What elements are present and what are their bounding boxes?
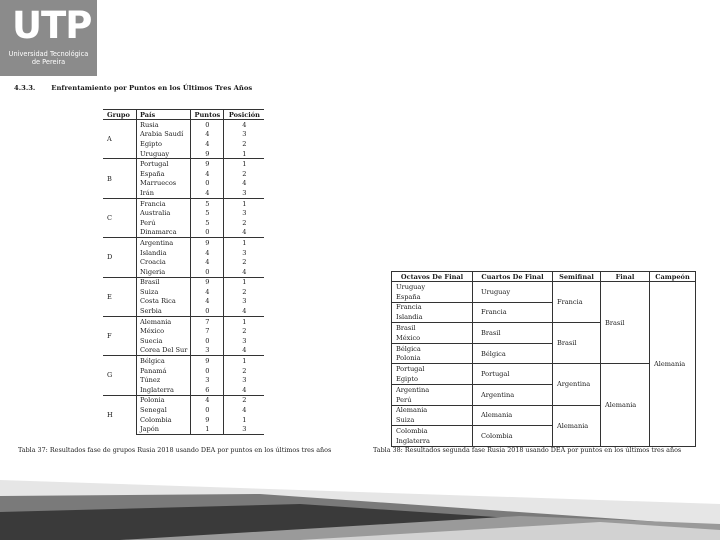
position-cell: 3 xyxy=(242,376,247,385)
group-label: A xyxy=(103,120,137,159)
position-cell: 2 xyxy=(242,287,247,296)
points-cell: 4 xyxy=(191,139,224,149)
header-champion: Campeón xyxy=(650,272,696,282)
country-cell: Perú xyxy=(137,218,191,228)
position-cell: 1 xyxy=(224,159,265,169)
group-row xyxy=(103,238,264,248)
country-cell: Australia xyxy=(137,208,191,218)
points-cell: 9 xyxy=(191,149,224,159)
country-cell: Suecia xyxy=(137,336,191,346)
final-cell: Alemania xyxy=(601,364,650,446)
position-cell: 3 xyxy=(242,248,247,257)
points-cell: 3 xyxy=(191,375,224,385)
round16-cell: Islandia xyxy=(392,312,473,322)
points-cell: 6 xyxy=(191,385,224,395)
points-cell: 4 xyxy=(191,188,224,198)
points-cell: 0 xyxy=(191,228,224,238)
university-logo xyxy=(0,0,97,76)
header-semifinal: Semifinal xyxy=(553,272,601,282)
header-position: Posición xyxy=(224,110,265,120)
header-final: Final xyxy=(601,272,650,282)
points-cell: 4 xyxy=(191,130,224,140)
group-row xyxy=(103,395,264,405)
country-cell: Bélgica xyxy=(137,356,191,366)
points-cell: 9 xyxy=(191,238,224,248)
semifinal-cell: Argentina xyxy=(553,364,601,405)
points-cell: 7 xyxy=(191,326,224,336)
round16-cell: Polonia xyxy=(392,354,473,364)
group-row xyxy=(103,277,264,287)
position-cell: 1 xyxy=(224,316,265,326)
position-cell: 1 xyxy=(224,277,265,287)
points-cell: 0 xyxy=(191,179,224,189)
country-cell: Túnez xyxy=(137,375,191,385)
quarter-cell: Colombia xyxy=(473,426,553,447)
group-label: D xyxy=(103,238,137,277)
header-points: Puntos xyxy=(191,110,224,120)
position-cell: 4 xyxy=(242,228,247,237)
semifinal-cell: Alemania xyxy=(553,405,601,446)
points-cell: 4 xyxy=(191,297,224,307)
quarter-cell: Alemania xyxy=(473,405,553,426)
round16-cell: Portugal xyxy=(392,364,473,374)
position-cell: 2 xyxy=(224,395,265,405)
final-cell: Brasil xyxy=(601,282,650,364)
points-cell: 4 xyxy=(191,287,224,297)
country-cell: Rusia xyxy=(137,120,191,130)
country-cell: Francia xyxy=(137,198,191,208)
country-cell: Croacia xyxy=(137,257,191,267)
group-label: H xyxy=(103,395,137,434)
logo-line-2: de Pereira xyxy=(31,58,66,66)
position-cell: 2 xyxy=(242,169,247,178)
quarter-cell: Bélgica xyxy=(473,343,553,364)
country-cell: Polonia xyxy=(137,395,191,405)
semifinal-cell: Brasil xyxy=(553,323,601,364)
points-cell: 1 xyxy=(191,424,224,434)
position-cell: 4 xyxy=(224,120,265,130)
quarter-cell: Argentina xyxy=(473,384,553,405)
position-cell: 2 xyxy=(242,218,247,227)
round16-cell: Inglaterra xyxy=(392,436,473,446)
round16-cell: Egipto xyxy=(392,374,473,384)
country-cell: Marruecos xyxy=(137,179,191,189)
position-cell: 4 xyxy=(242,267,247,276)
bracket-table-header xyxy=(392,272,696,282)
semifinal-cell: Francia xyxy=(553,282,601,323)
points-cell: 9 xyxy=(191,277,224,287)
country-cell: España xyxy=(137,169,191,179)
logo-line-1: Universidad Tecnológica xyxy=(8,50,89,58)
round16-cell: España xyxy=(392,292,473,302)
position-cell: 3 xyxy=(242,188,247,197)
group-row xyxy=(103,198,264,208)
country-cell: Costa Rica xyxy=(137,297,191,307)
points-cell: 5 xyxy=(191,198,224,208)
round16-cell: Perú xyxy=(392,395,473,405)
quarter-cell: Uruguay xyxy=(473,282,553,303)
group-table-header xyxy=(103,110,264,120)
champion-cell: Alemania xyxy=(650,282,696,447)
country-cell: Brasil xyxy=(137,277,191,287)
round16-cell: Brasil xyxy=(392,323,473,333)
round16-cell: Francia xyxy=(392,302,473,312)
quarter-cell: Portugal xyxy=(473,364,553,385)
round16-cell: Argentina xyxy=(392,384,473,394)
country-cell: Suiza xyxy=(137,287,191,297)
round16-cell: Colombia xyxy=(392,426,473,436)
group-row xyxy=(103,120,264,130)
position-cell: 3 xyxy=(242,209,247,218)
points-cell: 3 xyxy=(191,346,224,356)
points-cell: 9 xyxy=(191,415,224,425)
points-cell: 0 xyxy=(191,366,224,376)
group-label: E xyxy=(103,277,137,316)
position-cell: 4 xyxy=(242,385,247,394)
points-cell: 4 xyxy=(191,395,224,405)
section-title: Enfrentamiento por Puntos en los Últimos Tres Años xyxy=(51,84,253,92)
group-label: C xyxy=(103,198,137,237)
points-cell: 0 xyxy=(191,336,224,346)
group-label: F xyxy=(103,316,137,355)
country-cell: Nigeria xyxy=(137,267,191,277)
country-cell: Uruguay xyxy=(137,149,191,159)
round16-cell: México xyxy=(392,333,473,343)
country-cell: Corea Del Sur xyxy=(137,346,191,356)
position-cell: 3 xyxy=(242,130,247,139)
position-cell: 2 xyxy=(242,366,247,375)
country-cell: Serbia xyxy=(137,306,191,316)
round16-cell: Suiza xyxy=(392,415,473,425)
country-cell: Japón xyxy=(137,424,191,434)
knockout-stage-table xyxy=(391,271,696,447)
points-cell: 5 xyxy=(191,208,224,218)
position-cell: 2 xyxy=(242,258,247,267)
position-cell: 4 xyxy=(242,307,247,316)
section-number: 4.3.3. xyxy=(14,84,36,92)
position-cell: 4 xyxy=(242,179,247,188)
points-cell: 0 xyxy=(191,306,224,316)
position-cell: 1 xyxy=(224,356,265,366)
country-cell: Alemania xyxy=(137,316,191,326)
header-country: País xyxy=(137,110,191,120)
position-cell: 1 xyxy=(242,149,247,158)
points-cell: 0 xyxy=(191,267,224,277)
table-37-caption: Tabla 37: Resultados fase de grupos Rusia 2018 usando DEA por puntos en los últimos tres años xyxy=(18,446,332,454)
country-cell: Inglaterra xyxy=(137,385,191,395)
country-cell: Irán xyxy=(137,188,191,198)
position-cell: 4 xyxy=(242,346,247,355)
points-cell: 9 xyxy=(191,356,224,366)
country-cell: Colombia xyxy=(137,415,191,425)
points-cell: 4 xyxy=(191,248,224,258)
points-cell: 4 xyxy=(191,257,224,267)
group-label: G xyxy=(103,356,137,395)
points-cell: 4 xyxy=(191,169,224,179)
section-heading xyxy=(14,84,268,92)
position-cell: 2 xyxy=(242,139,247,148)
header-round-of-16: Octavos De Final xyxy=(392,272,473,282)
round16-cell: Bélgica xyxy=(392,343,473,353)
country-cell: Argentina xyxy=(137,238,191,248)
points-cell: 0 xyxy=(191,405,224,415)
position-cell: 1 xyxy=(224,198,265,208)
quarter-cell: Francia xyxy=(473,302,553,323)
footer-decoration xyxy=(0,460,720,540)
group-stage-table xyxy=(103,109,264,435)
country-cell: Egipto xyxy=(137,139,191,149)
position-cell: 2 xyxy=(242,327,247,336)
country-cell: Portugal xyxy=(137,159,191,169)
country-cell: México xyxy=(137,326,191,336)
position-cell: 1 xyxy=(242,415,247,424)
quarter-cell: Brasil xyxy=(473,323,553,344)
bracket-row xyxy=(392,282,696,292)
country-cell: Dinamarca xyxy=(137,228,191,238)
position-cell: 3 xyxy=(224,424,265,434)
country-cell: Senegal xyxy=(137,405,191,415)
header-group: Grupo xyxy=(103,110,137,120)
header-quarter-finals: Cuartos De Final xyxy=(473,272,553,282)
round16-cell: Alemania xyxy=(392,405,473,415)
round16-cell: Uruguay xyxy=(392,282,473,292)
position-cell: 1 xyxy=(224,238,265,248)
position-cell: 3 xyxy=(242,297,247,306)
points-cell: 5 xyxy=(191,218,224,228)
position-cell: 3 xyxy=(242,336,247,345)
group-row xyxy=(103,159,264,169)
group-label: B xyxy=(103,159,137,198)
points-cell: 9 xyxy=(191,159,224,169)
points-cell: 7 xyxy=(191,316,224,326)
group-row xyxy=(103,316,264,326)
country-cell: Islandia xyxy=(137,248,191,258)
table-38-caption: Tabla 38: Resultados segunda fase Rusia 2018 usando DEA por puntos en los últimos tres años xyxy=(373,446,682,454)
country-cell: Arabia Saudí xyxy=(137,130,191,140)
points-cell: 0 xyxy=(191,120,224,130)
country-cell: Panamá xyxy=(137,366,191,376)
logo-initials: UTP xyxy=(12,4,92,47)
position-cell: 4 xyxy=(242,406,247,415)
group-row xyxy=(103,356,264,366)
